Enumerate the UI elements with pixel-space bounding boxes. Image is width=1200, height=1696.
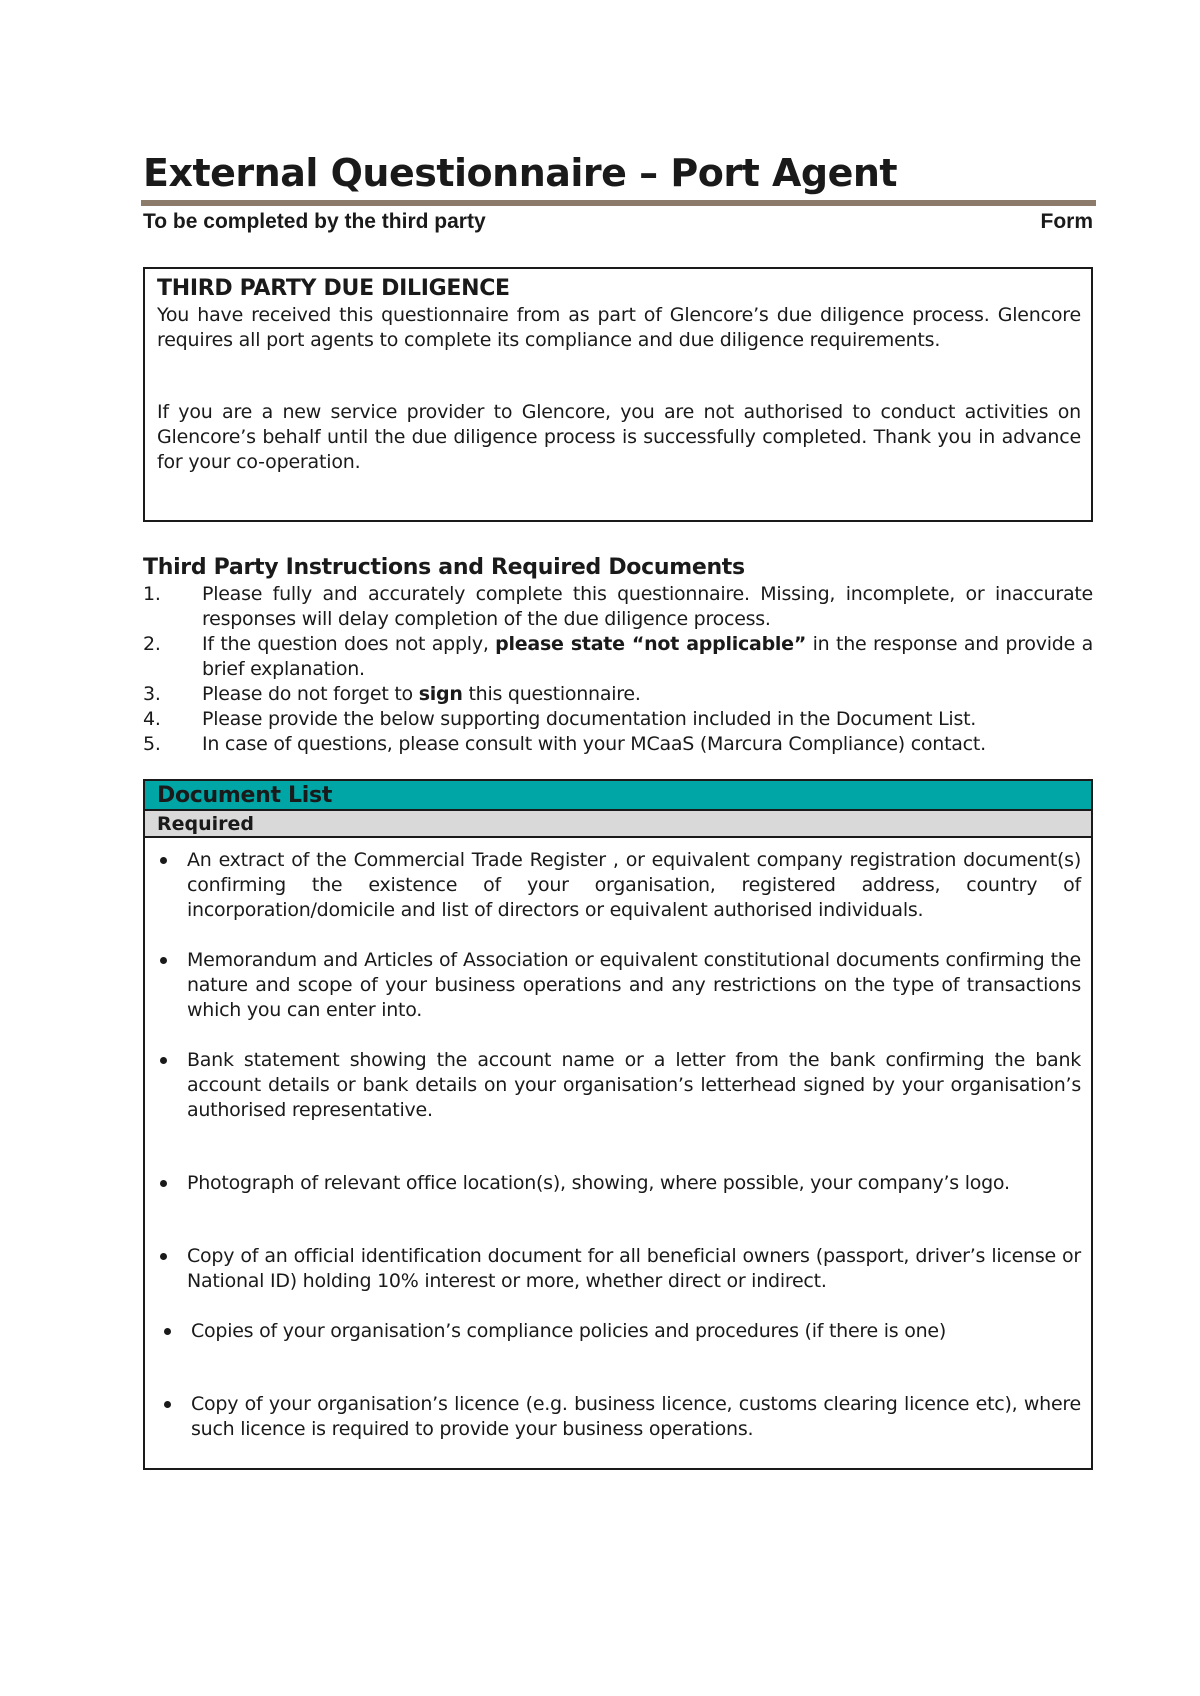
- subtitle-left: To be completed by the third party: [143, 210, 486, 233]
- bullet-icon: [160, 957, 167, 964]
- instruction-number: 2.: [143, 633, 161, 655]
- instruction-item: [143, 682, 1093, 707]
- instruction-item: [143, 732, 1093, 757]
- document-list-box: [143, 779, 1093, 1470]
- due-diligence-heading: THIRD PARTY DUE DILIGENCE: [157, 276, 510, 301]
- instruction-emphasis: sign: [418, 683, 463, 705]
- bullet-icon: [160, 857, 167, 864]
- document-list-subheader: Required: [145, 811, 1091, 838]
- page-title: External Questionnaire – Port Agent: [143, 151, 898, 195]
- document-list-item: [145, 948, 1091, 1023]
- due-diligence-paragraph-1: You have received this questionnaire from as part of Glencore’s due diligence process. Glencore requires all port agents to complete its compliance and due diligence requirements.: [157, 304, 1081, 351]
- document-item-text: Bank statement showing the account name or a letter from the bank confirming the bank account details or bank details on your organisation’s letterhead signed by your organisation’s authorised representative.: [187, 1049, 1081, 1121]
- due-diligence-paragraph-2: If you are a new service provider to Glencore, you are not authorised to conduct activities on Glencore’s behalf until the due diligence process is successfully completed. Thank you in advance for your co-operation.: [157, 401, 1081, 473]
- document-item-text: Photograph of relevant office location(s), showing, where possible, your company’s logo.: [187, 1172, 1010, 1194]
- bullet-icon: [164, 1328, 171, 1335]
- instruction-emphasis: please state “not applicable”: [495, 633, 807, 655]
- instruction-text: Please provide the below supporting documentation included in the Document List.: [202, 708, 977, 730]
- document-item-text: An extract of the Commercial Trade Register , or equivalent company registration document(s) confirming the existence of your organisation, registered address, country of incorporation/domicile and list of directors or equivalent authorised individuals.: [187, 849, 1081, 921]
- subtitle-row: [143, 208, 1093, 236]
- instruction-item: [143, 582, 1093, 632]
- subtitle-right: Form: [1040, 210, 1093, 233]
- instruction-text: [202, 632, 1093, 682]
- document-item-text: Memorandum and Articles of Association or equivalent constitutional documents confirming the nature and scope of your business operations and any restrictions on the type of transactions which you can enter into.: [187, 949, 1081, 1021]
- bullet-icon: [160, 1253, 167, 1260]
- instruction-text: [202, 682, 1093, 707]
- bullet-icon: [160, 1057, 167, 1064]
- document-item-text: Copies of your organisation’s compliance policies and procedures (if there is one): [191, 1320, 947, 1342]
- instruction-text: In case of questions, please consult with your MCaaS (Marcura Compliance) contact.: [202, 733, 986, 755]
- instruction-text-part: If the question does not apply,: [202, 633, 496, 655]
- due-diligence-box: [143, 267, 1093, 522]
- instruction-text-part: in the response and provide a brief explanation.: [202, 633, 1093, 680]
- instruction-number: 5.: [143, 733, 161, 755]
- instruction-text: Please fully and accurately complete this questionnaire. Missing, incomplete, or inaccurate responses will delay completion of the due diligence process.: [202, 583, 1093, 630]
- instruction-number: 4.: [143, 708, 161, 730]
- document-list-item: [145, 1392, 1091, 1442]
- document-list-item: [145, 1048, 1091, 1123]
- document-list-item: [145, 1171, 1091, 1196]
- document-item-text: Copy of an official identification document for all beneficial owners (passport, driver’s license or National ID) holding 10% interest or more, whether direct or indirect.: [187, 1245, 1081, 1292]
- bullet-icon: [164, 1401, 171, 1408]
- title-rule: [141, 200, 1096, 206]
- instruction-item: [143, 707, 1093, 732]
- instruction-item: [143, 632, 1093, 682]
- instructions-heading: Third Party Instructions and Required Documents: [143, 555, 745, 580]
- instructions-list: [143, 582, 1093, 757]
- document-list-item: [145, 1244, 1091, 1294]
- document-item-text: Copy of your organisation’s licence (e.g. business licence, customs clearing licence etc), where such licence is required to provide your business operations.: [191, 1393, 1081, 1440]
- document-list-item: [145, 848, 1091, 923]
- document-list-item: [145, 1319, 1091, 1344]
- document-list-header: Document List: [145, 781, 1091, 811]
- bullet-icon: [160, 1180, 167, 1187]
- instruction-number: 1.: [143, 583, 161, 605]
- instruction-text-part: this questionnaire.: [462, 683, 641, 705]
- instruction-number: 3.: [143, 683, 161, 705]
- instruction-text-part: Please do not forget to: [202, 683, 419, 705]
